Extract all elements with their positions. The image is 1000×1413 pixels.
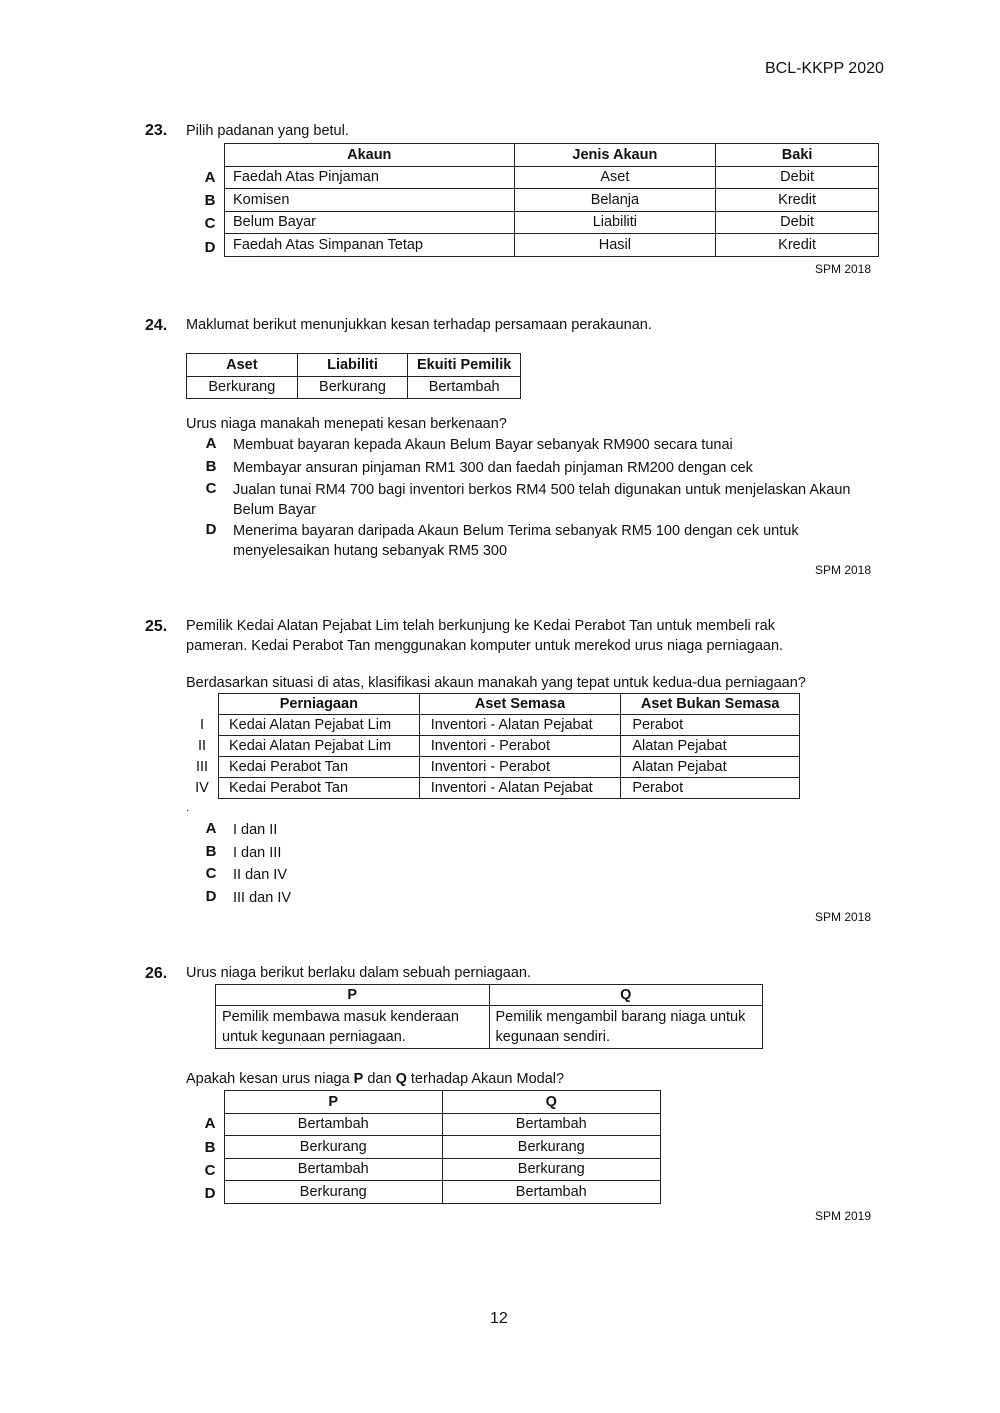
option-label: C <box>205 480 217 497</box>
q26-label-c: C <box>204 1162 216 1179</box>
q26-prompt-p: P <box>353 1071 364 1087</box>
q26-header-q: Q <box>442 1091 661 1114</box>
q24-value-liabiliti: Berkurang <box>297 376 408 399</box>
q25-number: 25. <box>145 618 168 635</box>
q25-cell-perniagaan: Kedai Perabot Tan <box>219 778 420 799</box>
table-row <box>225 166 879 189</box>
q23-table <box>224 143 879 257</box>
q25-roman-iii: III <box>195 759 209 775</box>
option-label: B <box>205 843 217 860</box>
q23-cell-jenis: Hasil <box>514 234 716 257</box>
table-row <box>225 1136 661 1159</box>
q23-label-a: A <box>204 169 216 186</box>
q26-prompt-q: Q <box>395 1071 407 1087</box>
option-label: A <box>205 435 217 452</box>
q26-cell-q: Berkurang <box>442 1158 661 1181</box>
q25-cell-bukan: Alatan Pejabat <box>621 736 800 757</box>
q23-cell-baki: Debit <box>716 166 879 189</box>
q23-question: Pilih padanan yang betul. <box>186 123 349 139</box>
q26-cell-q: Bertambah <box>442 1181 661 1204</box>
q26-question: Urus niaga berikut berlaku dalam sebuah perniagaan. <box>186 965 531 981</box>
q24-question: Maklumat berikut menunjukkan kesan terhadap persamaan perakaunan. <box>186 317 652 333</box>
q25-stray-dot: . <box>186 800 190 814</box>
q24-source: SPM 2018 <box>815 563 872 577</box>
q26-label-b: B <box>204 1139 216 1156</box>
q26-prompt-mid: dan <box>363 1071 396 1087</box>
q23-source: SPM 2018 <box>815 262 872 276</box>
q25-roman-iv: IV <box>195 780 209 796</box>
q23-cell-baki: Kredit <box>716 189 879 212</box>
q26-info-table <box>215 984 763 1049</box>
q25-source: SPM 2018 <box>815 910 872 924</box>
q24-value-ekuiti: Bertambah <box>408 376 521 399</box>
q23-number: 23. <box>145 122 168 139</box>
q26-label-a: A <box>204 1115 216 1132</box>
q23-cell-jenis: Belanja <box>514 189 716 212</box>
option-label: D <box>205 888 217 905</box>
q26-prompt-post: terhadap Akaun Modal? <box>406 1071 565 1087</box>
q24-table <box>186 353 521 399</box>
option-text: Jualan tunai RM4 700 bagi inventori berkos RM4 500 telah digunakan untuk menjelaskan Akaun Belum Bayar <box>233 482 851 518</box>
option-text: II dan IV <box>233 867 288 883</box>
option-label: A <box>205 820 217 837</box>
q23-cell-akaun: Belum Bayar <box>225 211 515 234</box>
q26-prompt-pre: Apakah kesan urus niaga <box>186 1071 354 1087</box>
q26-prompt <box>186 1069 564 1089</box>
q23-cell-baki: Debit <box>716 211 879 234</box>
q23-cell-akaun: Faedah Atas Pinjaman <box>225 166 515 189</box>
q23-label-d: D <box>204 239 216 256</box>
q25-question: Pemilik Kedai Alatan Pejabat Lim telah berkunjung ke Kedai Perabot Tan untuk membeli rak pameran. Kedai Perabot Tan menggunakan komputer untuk merekod urus niaga perniagaan. <box>186 618 784 654</box>
q24-header-liabiliti: Liabiliti <box>297 354 408 377</box>
option-label: D <box>205 521 217 538</box>
q25-cell-perniagaan: Kedai Perabot Tan <box>219 757 420 778</box>
option-text: I dan II <box>233 822 278 838</box>
option-label: B <box>205 458 217 475</box>
option-label: C <box>205 865 217 882</box>
q26-header-p: P <box>225 1091 443 1114</box>
q24-number: 24. <box>145 317 168 334</box>
table-row <box>225 234 879 257</box>
q25-cell-bukan: Alatan Pejabat <box>621 757 800 778</box>
table-row <box>225 211 879 234</box>
q25-cell-semasa: Inventori - Perabot <box>419 757 621 778</box>
q26-info-header-q: Q <box>489 985 763 1006</box>
q26-number: 26. <box>145 965 168 982</box>
q26-cell-p: Bertambah <box>225 1158 443 1181</box>
q26-cell-q: Bertambah <box>442 1113 661 1136</box>
q25-roman-ii: II <box>197 738 207 754</box>
q26-source: SPM 2019 <box>815 1209 872 1223</box>
q25-cell-semasa: Inventori - Alatan Pejabat <box>419 778 621 799</box>
q23-cell-akaun: Komisen <box>225 189 515 212</box>
q26-label-d: D <box>204 1185 216 1202</box>
q23-cell-akaun: Faedah Atas Simpanan Tetap <box>225 234 515 257</box>
q25-cell-semasa: Inventori - Perabot <box>419 736 621 757</box>
q25-cell-semasa: Inventori - Alatan Pejabat <box>419 715 621 736</box>
table-row <box>219 778 800 799</box>
table-row <box>219 736 800 757</box>
table-row <box>225 189 879 212</box>
q23-label-c: C <box>204 215 216 232</box>
table-row <box>225 1113 661 1136</box>
option-text: Membayar ansuran pinjaman RM1 300 dan faedah pinjaman RM200 dengan cek <box>233 460 753 476</box>
q25-header-semasa: Aset Semasa <box>419 694 621 715</box>
q26-cell-p: Berkurang <box>225 1136 443 1159</box>
q25-cell-perniagaan: Kedai Alatan Pejabat Lim <box>219 715 420 736</box>
q26-cell-p: Berkurang <box>225 1181 443 1204</box>
q25-cell-perniagaan: Kedai Alatan Pejabat Lim <box>219 736 420 757</box>
table-row <box>187 376 521 399</box>
q25-prompt: Berdasarkan situasi di atas, klasifikasi akaun manakah yang tepat untuk kedua-dua perniagaan? <box>186 675 806 691</box>
q24-prompt: Urus niaga manakah menepati kesan berkenaan? <box>186 416 507 432</box>
q26-info-header-p: P <box>216 985 490 1006</box>
table-row <box>225 1158 661 1181</box>
q25-cell-bukan: Perabot <box>621 778 800 799</box>
table-row <box>216 1006 763 1049</box>
q24-value-aset: Berkurang <box>187 376 298 399</box>
document-code: BCL-KKPP 2020 <box>765 60 884 77</box>
q26-info-p: Pemilik membawa masuk kenderaan untuk kegunaan perniagaan. <box>216 1006 490 1049</box>
q23-header-akaun: Akaun <box>225 144 515 167</box>
page-number: 12 <box>490 1310 508 1327</box>
q23-cell-jenis: Aset <box>514 166 716 189</box>
q26-cell-q: Berkurang <box>442 1136 661 1159</box>
q25-header-perniagaan: Perniagaan <box>219 694 420 715</box>
option-text: Membuat bayaran kepada Akaun Belum Bayar sebanyak RM900 secara tunai <box>233 437 733 453</box>
q25-cell-bukan: Perabot <box>621 715 800 736</box>
q25-header-bukan: Aset Bukan Semasa <box>621 694 800 715</box>
q26-answer-table <box>224 1090 661 1204</box>
option-text: I dan III <box>233 845 282 861</box>
table-row <box>219 715 800 736</box>
q26-info-q: Pemilik mengambil barang niaga untuk kegunaan sendiri. <box>489 1006 763 1049</box>
table-row <box>219 757 800 778</box>
q26-cell-p: Bertambah <box>225 1113 443 1136</box>
option-text: Menerima bayaran daripada Akaun Belum Terima sebanyak RM5 100 dengan cek untuk menyelesaikan hutang sebanyak RM5 300 <box>233 523 799 559</box>
q23-label-b: B <box>204 192 216 209</box>
q25-roman-i: I <box>199 717 205 733</box>
q23-header-baki: Baki <box>716 144 879 167</box>
q24-header-ekuiti: Ekuiti Pemilik <box>408 354 521 377</box>
q23-cell-baki: Kredit <box>716 234 879 257</box>
q24-header-aset: Aset <box>187 354 298 377</box>
table-row <box>225 1181 661 1204</box>
option-text: III dan IV <box>233 890 292 906</box>
q23-cell-jenis: Liabiliti <box>514 211 716 234</box>
q23-header-jenis: Jenis Akaun <box>514 144 716 167</box>
q25-table <box>218 693 800 799</box>
